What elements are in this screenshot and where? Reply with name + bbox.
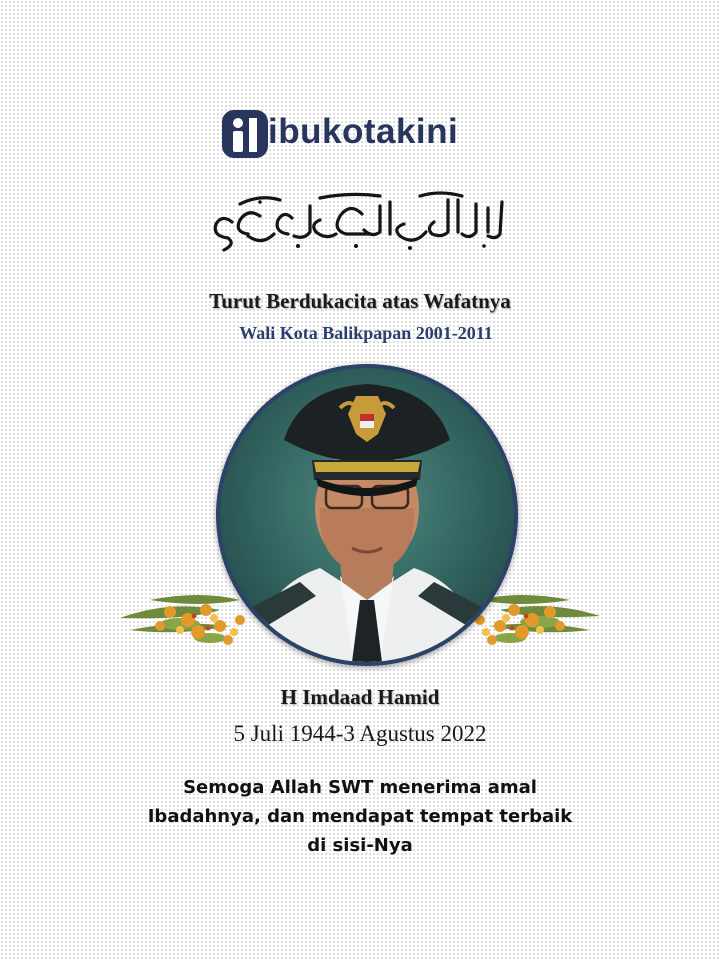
brand-logo (222, 110, 482, 160)
prayer-line: Ibadahnya, dan mendapat tempat terbaik (147, 806, 573, 827)
deceased-name: H Imdaad Hamid (280, 685, 440, 709)
condolence-title: Turut Berdukacita atas Wafatnya (209, 289, 511, 313)
prayer-line: Semoga Allah SWT menerima amal (183, 777, 537, 798)
calligraphy-image (200, 188, 520, 256)
brand-name: ibukotakini (268, 112, 459, 151)
prayer-line: di sisi-Nya (307, 835, 413, 856)
brand-logo-icon (222, 110, 268, 158)
position-subtitle: Wali Kota Balikpapan 2001-2011 (239, 323, 493, 343)
portrait-photo (220, 368, 514, 662)
prayer-text (110, 773, 610, 860)
life-dates: 5 Juli 1944-3 Agustus 2022 (233, 721, 487, 746)
